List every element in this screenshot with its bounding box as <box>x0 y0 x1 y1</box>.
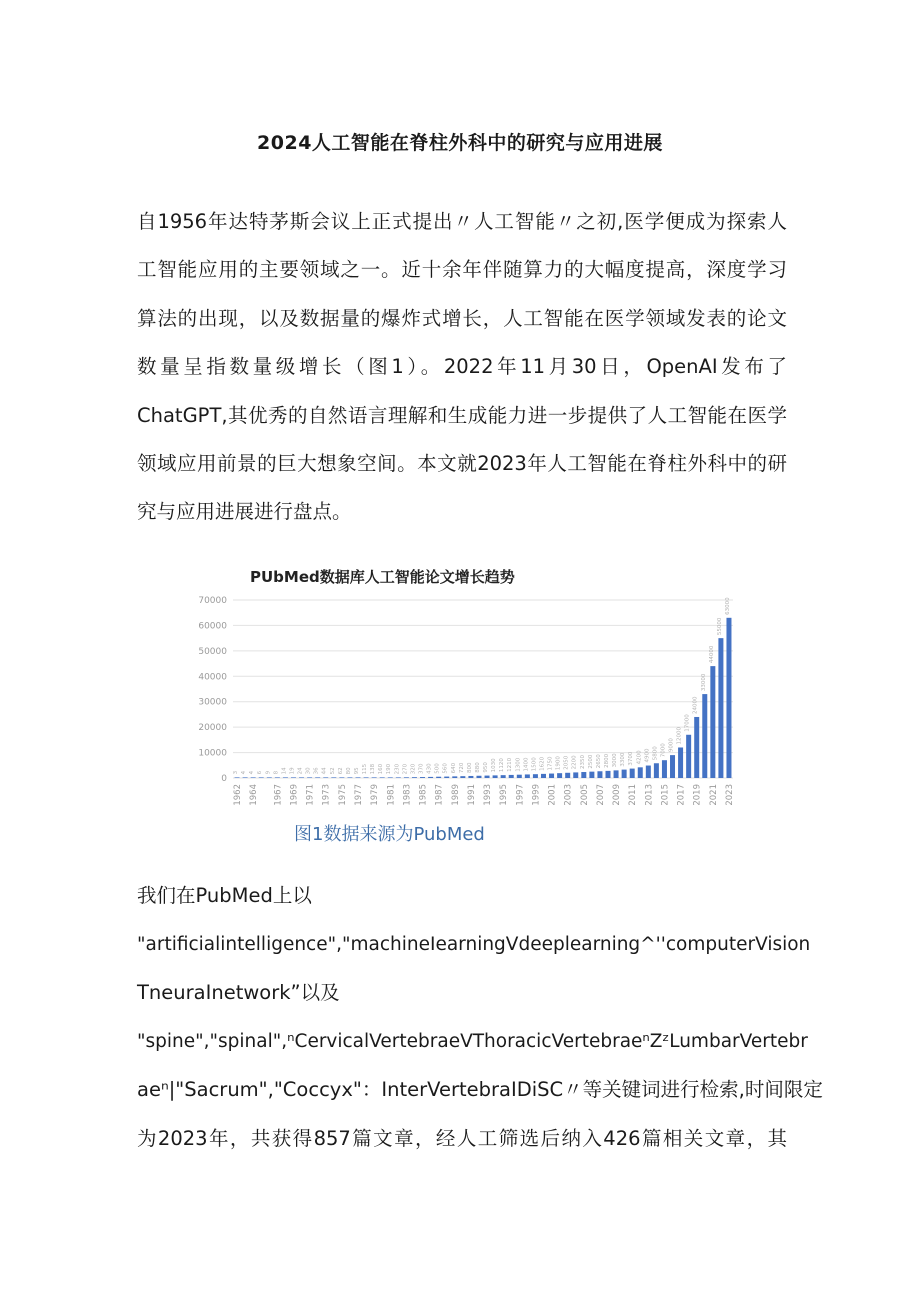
bar <box>259 777 264 778</box>
data-label: 12000 <box>676 726 683 745</box>
text-line: 算法的出现，以及数据量的爆炸式增长，人工智能在医学领域发表的论文 <box>137 306 787 330</box>
x-tick-label: 1969 <box>289 784 300 806</box>
data-label: 720 <box>458 762 465 774</box>
data-label: 52 <box>329 767 336 775</box>
text-line: 我们在PubMed上以 <box>137 884 312 907</box>
y-tick-label: 0 <box>221 774 227 784</box>
bar <box>525 774 530 778</box>
bar <box>380 777 385 778</box>
y-tick-label: 30000 <box>198 697 227 708</box>
y-tick-label: 60000 <box>198 621 227 632</box>
bar <box>331 777 336 778</box>
data-label: 560 <box>442 763 449 774</box>
bar-chart <box>185 560 745 815</box>
x-tick-label: 2001 <box>547 784 558 806</box>
data-label: 36 <box>313 767 320 775</box>
bar <box>662 760 667 778</box>
data-label: 800 <box>466 762 473 773</box>
text-line: "artificialintelligence","machineIearningVdeeplearning^''computerVision <box>137 933 811 955</box>
data-label: 1030 <box>491 758 498 773</box>
bar <box>557 773 562 778</box>
bar <box>428 777 433 778</box>
figure-caption: 图1数据来源为PubMed <box>294 824 485 845</box>
data-label: 44 <box>321 767 328 775</box>
x-tick-label: 2013 <box>644 784 655 806</box>
text-line: "spine","spinal",ⁿCervicalVertebraeVThoracicVertebraeⁿZᶻLumbarVertebr <box>137 1030 808 1052</box>
x-tick-label: 1989 <box>450 784 461 806</box>
bar <box>533 774 538 778</box>
data-label: 4900 <box>644 748 651 763</box>
x-tick-label: 1991 <box>466 784 477 806</box>
data-label: 370 <box>418 763 425 775</box>
bar <box>726 618 731 778</box>
bar <box>452 776 457 778</box>
x-tick-label: 1995 <box>499 784 510 806</box>
data-label: 500 <box>434 763 441 774</box>
y-tick-label: 20000 <box>198 723 227 734</box>
data-label: 2800 <box>604 753 610 768</box>
text-line: 工智能应用的主要领域之一。近十余年伴随算力的大幅度提高，深度学习 <box>137 258 787 282</box>
chart-title: PUbMed数据库人工智能论文增长趋势 <box>250 568 515 586</box>
bar <box>315 777 320 778</box>
data-label: 3700 <box>628 751 635 766</box>
data-label: 14 <box>281 767 288 775</box>
bar <box>678 747 683 778</box>
data-label: 33000 <box>700 673 707 692</box>
data-label: 5800 <box>652 746 659 761</box>
x-tick-label: 1962 <box>233 784 244 806</box>
bar <box>364 777 369 778</box>
bar <box>275 777 280 778</box>
x-tick-label: 1971 <box>305 784 316 806</box>
x-tick-label: 2021 <box>708 784 719 806</box>
bar <box>404 777 409 778</box>
data-label: 2200 <box>571 755 578 770</box>
data-label: 44000 <box>708 645 715 664</box>
bar <box>307 777 312 778</box>
x-tick-label: 1979 <box>370 784 381 806</box>
bar <box>589 772 594 778</box>
data-label: 320 <box>410 763 417 775</box>
data-label: 30 <box>305 767 312 775</box>
bar <box>614 770 619 778</box>
x-tick-label: 1973 <box>321 784 332 806</box>
bar <box>388 777 393 778</box>
bar <box>485 776 490 778</box>
x-tick-label: 1977 <box>354 784 364 806</box>
x-tick-label: 1993 <box>483 784 494 806</box>
bar <box>412 777 417 778</box>
data-label: 1620 <box>539 756 546 771</box>
bar <box>420 777 425 778</box>
data-label: 230 <box>394 763 401 775</box>
data-label: 9000 <box>668 738 675 753</box>
text-line: TneuraInetwork”以及 <box>137 981 340 1005</box>
text-line: 究与应用进展进行盘点。 <box>137 500 352 524</box>
x-tick-label: 1985 <box>418 784 429 806</box>
bar <box>243 777 248 778</box>
bar <box>565 773 570 778</box>
x-tick-label: 1987 <box>434 784 445 806</box>
data-label: 3 <box>233 770 240 775</box>
x-tick-label: 2015 <box>660 784 671 806</box>
data-label: 1300 <box>515 757 522 772</box>
text-line: 为2023年，共获得857篇文章，经人工筛选后纳入426篇相关文章，其 <box>137 1126 787 1150</box>
data-label: 190 <box>386 763 393 775</box>
x-tick-label: 1999 <box>531 784 542 806</box>
x-tick-label: 2003 <box>563 784 574 806</box>
x-tick-label: 2017 <box>676 784 687 806</box>
x-tick-label: 2023 <box>724 784 735 806</box>
y-tick-label: 10000 <box>198 748 227 759</box>
text-line: ChatGPT,其优秀的自然语言理解和生成能力进一步提供了人工智能在医学 <box>137 403 787 427</box>
data-label: 6 <box>257 770 264 775</box>
data-label: 115 <box>362 763 369 775</box>
intro-paragraph <box>137 198 787 537</box>
bar <box>638 767 643 778</box>
bar <box>581 772 586 778</box>
bar <box>299 777 304 778</box>
text-line: 数量呈指数量级增长（图1）。2022年11月30日，OpenAI发布了 <box>137 355 787 379</box>
data-label: 7000 <box>660 743 667 758</box>
bar <box>460 776 465 778</box>
data-label: 62 <box>337 767 344 775</box>
data-label: 2650 <box>595 754 602 769</box>
data-label: 55000 <box>716 617 723 636</box>
bar <box>670 755 675 778</box>
data-label: 4200 <box>636 750 643 765</box>
bar <box>710 666 715 778</box>
bar <box>549 774 554 778</box>
bar <box>517 775 522 778</box>
bar <box>251 777 256 778</box>
x-tick-label: 2011 <box>628 784 639 806</box>
bar <box>654 763 659 778</box>
bar <box>347 777 352 778</box>
text-line: aeⁿ|"Sacrum","Coccyx"：InterVertebraIDiSC〃等关键词进行检索,时间限定 <box>137 1078 823 1102</box>
data-label: 270 <box>402 763 409 775</box>
y-tick-label: 40000 <box>198 672 227 683</box>
data-label: 430 <box>426 763 433 774</box>
bar <box>356 777 361 778</box>
data-label: 8 <box>273 770 280 775</box>
x-tick-label: 2019 <box>692 784 703 806</box>
chart-figure <box>185 560 745 815</box>
bar <box>396 777 401 778</box>
bar <box>468 776 473 778</box>
bar <box>291 777 296 778</box>
x-tick-label: 1981 <box>386 784 397 806</box>
data-label: 63000 <box>724 597 731 615</box>
bar <box>597 771 602 778</box>
bar <box>622 770 627 778</box>
bar <box>718 638 723 778</box>
data-label: 950 <box>483 762 490 773</box>
data-label: 80 <box>345 767 352 775</box>
bar <box>573 772 578 778</box>
document-title: 2024人工智能在脊柱外科中的研究与应用进展 <box>257 132 663 154</box>
bar <box>235 777 240 778</box>
data-label: 2500 <box>587 754 594 769</box>
x-tick-label: 2007 <box>595 784 606 806</box>
data-label: 3300 <box>620 752 627 767</box>
data-label: 1900 <box>555 756 562 771</box>
data-label: 4 <box>249 770 256 775</box>
data-label: 2050 <box>563 755 570 770</box>
x-tick-label: 1983 <box>402 784 413 806</box>
bar <box>323 777 328 778</box>
bar <box>436 777 441 778</box>
data-label: 9 <box>265 770 272 775</box>
text-line: 领域应用前景的巨大想象空间。本文就2023年人工智能在脊柱外科中的研 <box>137 451 787 475</box>
data-label: 95 <box>354 767 360 775</box>
y-tick-label: 70000 <box>198 596 227 606</box>
bar <box>606 771 611 778</box>
bar <box>372 777 377 778</box>
x-tick-label: 2009 <box>612 784 623 806</box>
data-label: 880 <box>474 762 481 773</box>
data-label: 138 <box>370 763 377 775</box>
bar <box>702 694 707 778</box>
data-label: 24000 <box>692 696 699 714</box>
data-label: 19 <box>289 767 296 775</box>
data-label: 17000 <box>684 714 691 732</box>
bar <box>493 775 498 778</box>
x-tick-label: 1975 <box>337 784 348 806</box>
data-label: 1210 <box>507 757 514 772</box>
search-paragraph <box>137 872 823 1164</box>
bar <box>541 774 546 778</box>
bar <box>646 766 651 778</box>
data-label: 160 <box>378 763 385 775</box>
text-line: 自1956年达特茅斯会议上正式提出〃人工智能〃之初,医学便成为探索人 <box>137 210 787 233</box>
bar <box>267 777 272 778</box>
data-label: 640 <box>450 762 457 774</box>
bar <box>476 776 481 778</box>
bar <box>630 769 635 778</box>
y-tick-label: 50000 <box>198 646 227 657</box>
x-tick-label: 1967 <box>273 784 284 806</box>
data-label: 4 <box>241 770 248 775</box>
bar <box>283 777 288 778</box>
data-label: 24 <box>297 767 304 775</box>
bar <box>444 777 449 778</box>
bar <box>694 717 699 778</box>
bar <box>339 777 344 778</box>
x-tick-label: 1997 <box>515 784 526 806</box>
data-label: 1750 <box>547 756 554 771</box>
data-label: 1400 <box>523 757 530 772</box>
data-label: 2350 <box>579 755 586 770</box>
bar <box>509 775 514 778</box>
bar <box>686 735 691 778</box>
data-label: 1500 <box>531 757 538 772</box>
bar <box>501 775 506 778</box>
data-label: 3000 <box>612 753 619 768</box>
x-tick-label: 2005 <box>579 784 590 806</box>
data-label: 1120 <box>499 758 506 773</box>
x-tick-label: 1964 <box>249 784 260 806</box>
